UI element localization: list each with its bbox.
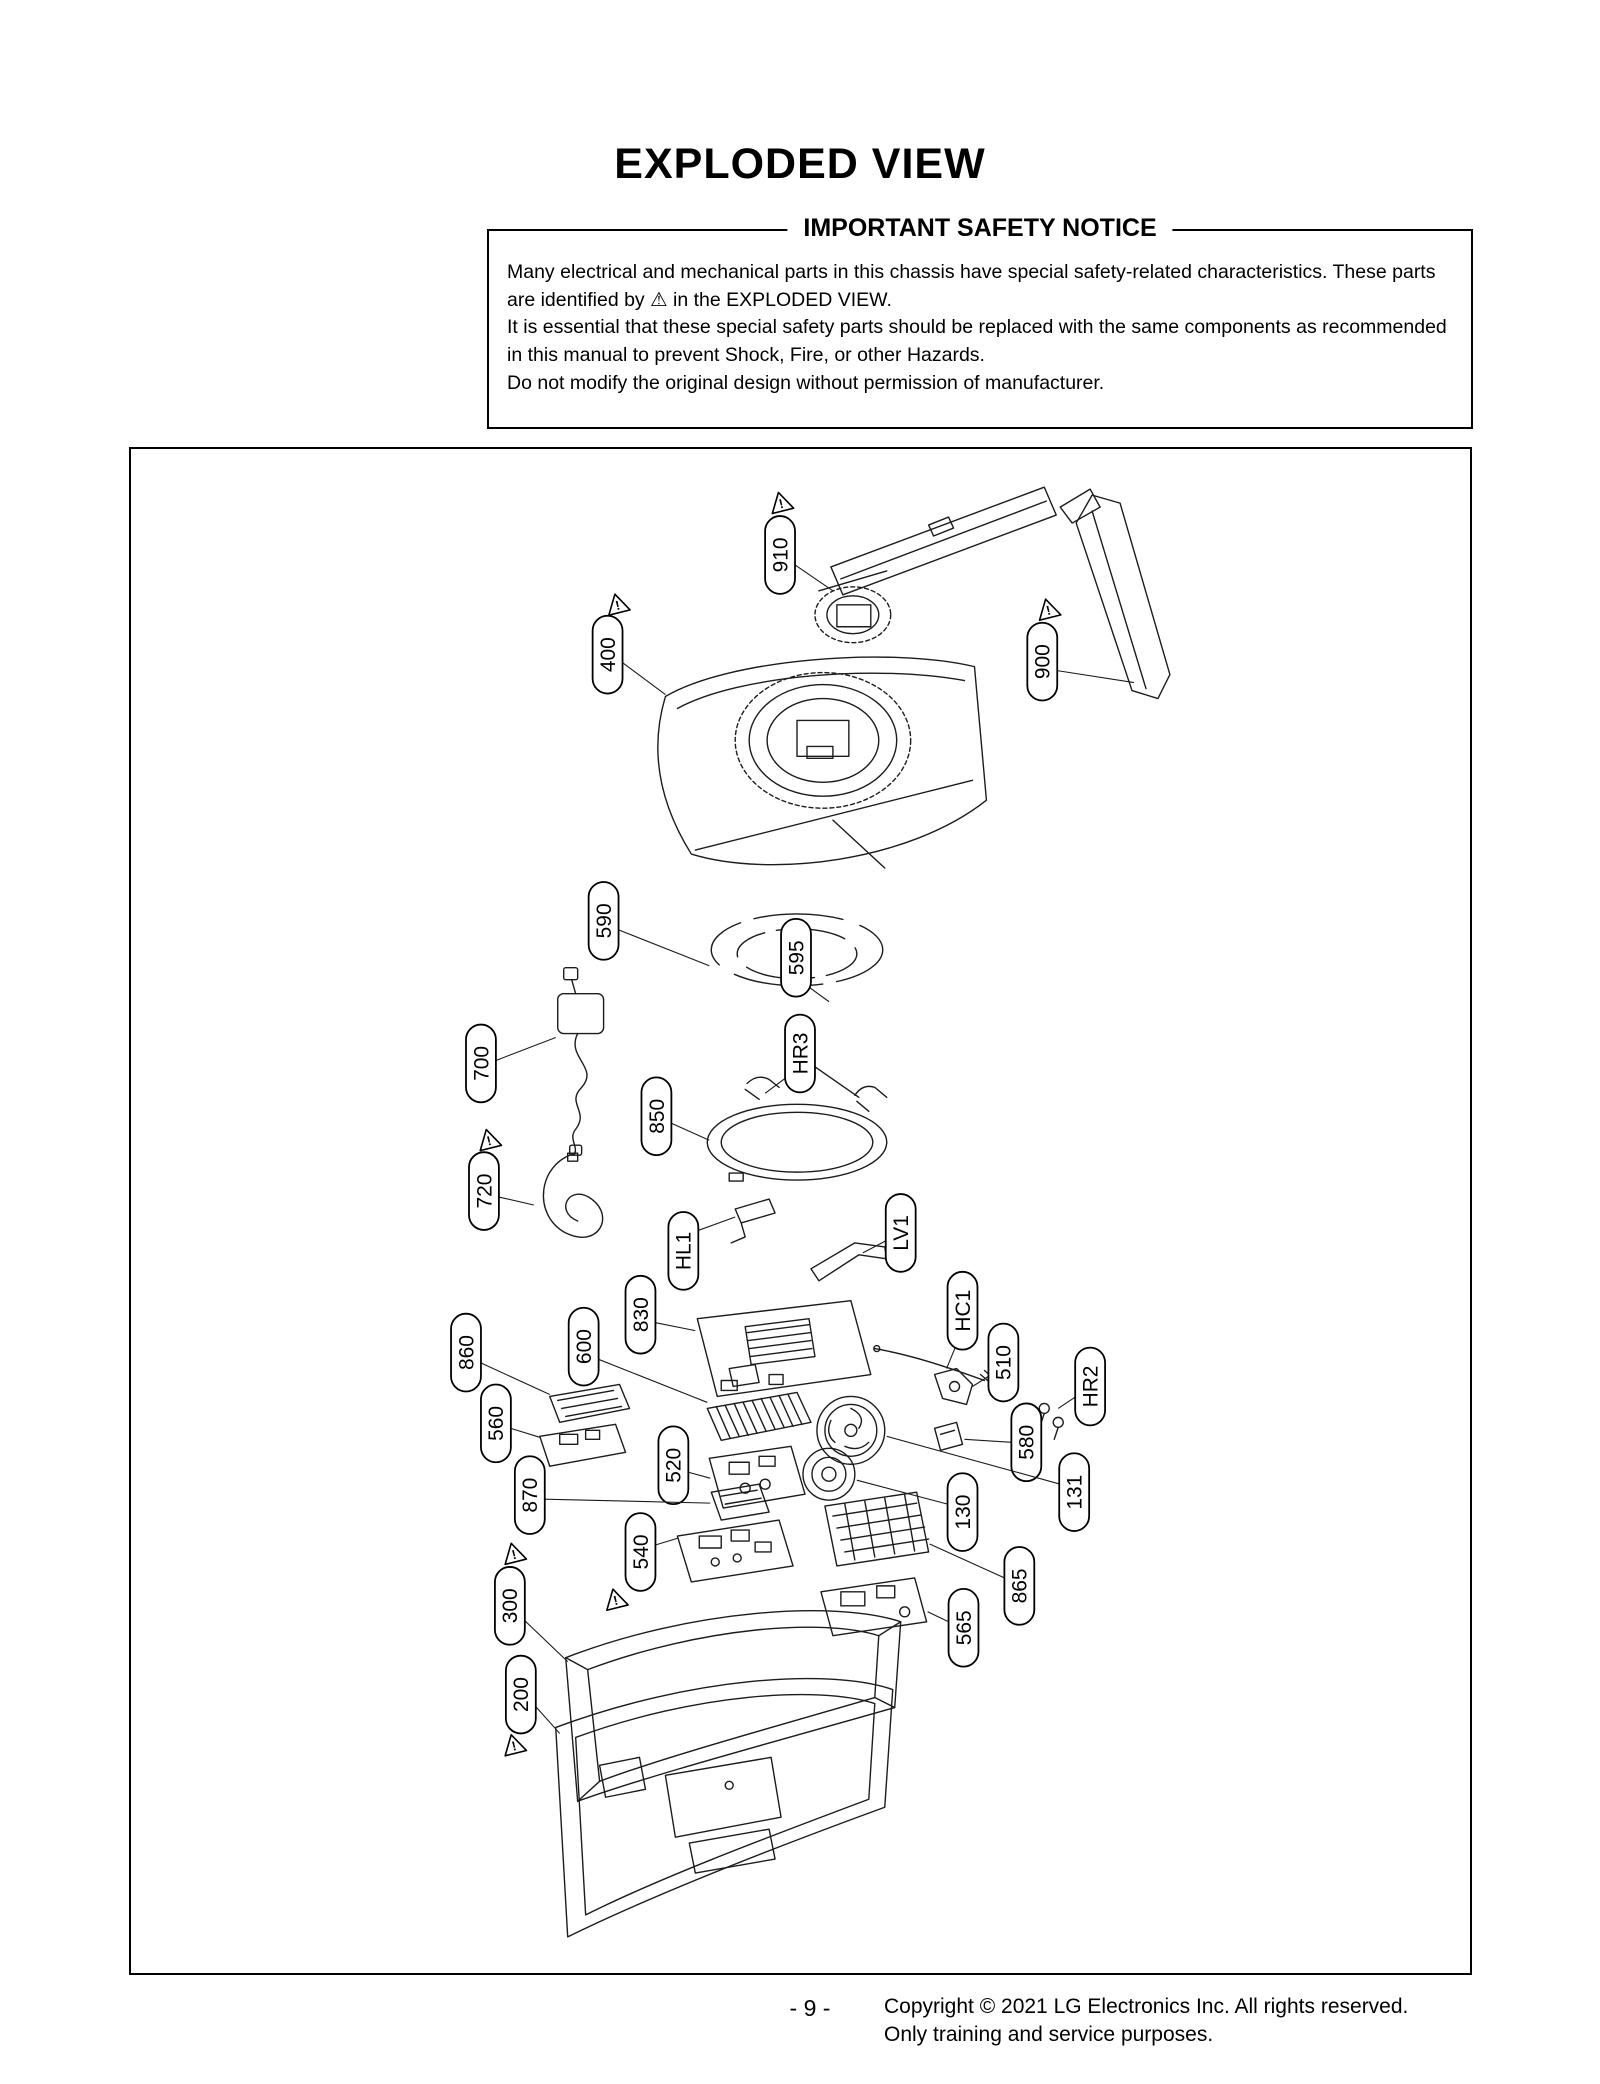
- leader-line: [597, 1359, 708, 1403]
- safety-notice-paragraph: Do not modify the original design without permission of manufacturer.: [507, 371, 1105, 394]
- part-label-520: [658, 1426, 710, 1504]
- label-text: HR3: [789, 1032, 813, 1075]
- label-text: 580: [1015, 1424, 1039, 1460]
- part-label-910: [765, 490, 833, 594]
- exploded-view-diagram: [131, 449, 1470, 1973]
- part-hc1-harness: [874, 1346, 997, 1385]
- label-text: 510: [992, 1345, 1016, 1381]
- warning-triangle-icon: [1035, 597, 1061, 621]
- label-text: 850: [645, 1098, 669, 1134]
- warning-triangle-icon: [602, 1587, 628, 1611]
- label-text: 830: [629, 1297, 653, 1333]
- part-lv1-bracket: [811, 1243, 887, 1281]
- part-stand-bracket: [815, 487, 1056, 643]
- leader-line: [496, 1038, 556, 1061]
- diagram-artwork: [540, 487, 1170, 1937]
- label-text: 540: [629, 1534, 653, 1570]
- safety-notice-box: [487, 214, 1473, 429]
- part-label-131: [887, 1436, 1089, 1531]
- leader-line: [545, 1499, 711, 1503]
- label-text: 600: [572, 1329, 596, 1365]
- part-board-565: [821, 1578, 927, 1636]
- label-text: 865: [1008, 1568, 1032, 1604]
- part-label-720: [469, 1127, 534, 1230]
- label-text: 131: [1063, 1474, 1087, 1510]
- leader-line: [655, 1323, 695, 1331]
- svg-text:!: !: [611, 1592, 620, 1609]
- part-board-560: [540, 1424, 626, 1466]
- label-text: 910: [769, 537, 793, 573]
- leader-line: [535, 1706, 560, 1734]
- label-text: HL1: [672, 1231, 696, 1271]
- safety-notice-paragraph: Many electrical and mechanical parts in this chassis have special safety-related characteristics. These parts are identified by ⚠ in the EXPLODED VIEW.: [507, 261, 1436, 311]
- part-front-module: [556, 1679, 893, 1937]
- part-label-LV1: [863, 1194, 916, 1272]
- part-board-860: [550, 1384, 630, 1422]
- part-main-board: [697, 1301, 870, 1397]
- leader-line: [688, 1472, 710, 1478]
- label-text: 130: [951, 1494, 975, 1530]
- page-title: EXPLODED VIEW: [614, 140, 986, 188]
- label-text: 900: [1031, 644, 1055, 680]
- leader-line: [671, 1123, 709, 1140]
- copyright-line: Only training and service purposes.: [884, 2023, 1214, 2047]
- part-label-700: [466, 1025, 556, 1103]
- part-hl1-cable: [731, 1199, 775, 1243]
- label-text: 700: [470, 1045, 494, 1081]
- leader-line: [1057, 671, 1134, 683]
- leader-line: [965, 1439, 1012, 1442]
- part-middle-cabinet: [566, 1611, 901, 1802]
- warning-triangle-icon: [501, 1541, 527, 1565]
- part-label-300: [495, 1541, 568, 1662]
- label-text: 200: [510, 1677, 534, 1713]
- label-text: 590: [592, 903, 616, 939]
- leader-line: [623, 663, 666, 695]
- part-label-590: [589, 882, 710, 966]
- svg-text:!: !: [777, 495, 786, 512]
- page-number: - 9 -: [789, 1995, 831, 2021]
- part-back-cover: [658, 657, 987, 868]
- part-block-580: [935, 1422, 963, 1450]
- label-text: 720: [473, 1173, 497, 1209]
- part-label-860: [451, 1314, 550, 1395]
- warning-triangle-icon: [476, 1127, 502, 1151]
- copyright-line: Copyright © 2021 LG Electronics Inc. All rights reserved.: [884, 1995, 1409, 2018]
- leader-line: [499, 1197, 534, 1205]
- part-label-200: [501, 1656, 560, 1756]
- label-text: HR2: [1079, 1365, 1103, 1408]
- part-label-130: [857, 1473, 978, 1551]
- label-text: 300: [499, 1588, 523, 1624]
- safety-notice-title: IMPORTANT SAFETY NOTICE: [787, 214, 1172, 243]
- leader-line: [655, 1538, 678, 1545]
- part-stand-base: [1060, 489, 1170, 698]
- leader-line: [857, 1480, 948, 1504]
- leader-line: [524, 1620, 568, 1662]
- part-label-400: [593, 592, 666, 695]
- leader-line: [619, 930, 710, 966]
- warning-triangle-icon: [501, 1732, 527, 1756]
- exploded-view-frame: [129, 447, 1472, 1975]
- leader-line: [795, 565, 833, 591]
- label-text: 565: [952, 1610, 976, 1646]
- part-shield-board: [825, 1492, 929, 1566]
- part-heatsink: [707, 1392, 811, 1440]
- leader-line: [1058, 1396, 1076, 1408]
- part-label-850: [641, 1077, 709, 1155]
- part-power-adapter: [558, 968, 604, 1161]
- part-gasket-ring: [707, 1104, 886, 1181]
- part-label-HL1: [668, 1212, 735, 1290]
- part-label-HR2: [1058, 1348, 1105, 1426]
- svg-text:!: !: [613, 597, 622, 614]
- label-text: 520: [662, 1447, 686, 1483]
- leader-line: [511, 1428, 540, 1437]
- part-label-540: [602, 1513, 678, 1610]
- part-label-580: [965, 1403, 1042, 1481]
- part-label-865: [930, 1544, 1035, 1625]
- label-text: HC1: [951, 1289, 975, 1332]
- label-text: 400: [596, 637, 620, 673]
- warning-triangle-icon: [768, 490, 794, 514]
- part-fan: [817, 1396, 885, 1464]
- part-label-510: [972, 1324, 1018, 1402]
- part-cable: [543, 1145, 602, 1237]
- part-hr2-screws: [1039, 1403, 1063, 1439]
- copyright-text: [884, 1993, 1408, 2050]
- leader-line: [928, 1612, 949, 1622]
- label-text: 860: [455, 1335, 479, 1371]
- label-text: 595: [785, 940, 809, 976]
- svg-text:!: !: [485, 1132, 493, 1149]
- svg-text:!: !: [510, 1546, 518, 1563]
- part-label-560: [481, 1384, 540, 1462]
- part-label-HC1: [947, 1272, 978, 1369]
- safety-notice-paragraph: It is essential that these special safety parts should be replaced with the same components as recommended in this manual to prevent Shock, Fire, or other Hazards.: [507, 316, 1447, 367]
- svg-text:!: !: [510, 1738, 518, 1754]
- label-text: 870: [519, 1477, 543, 1513]
- warning-triangle-icon: [604, 592, 630, 616]
- label-text: 560: [485, 1405, 509, 1441]
- part-label-565: [928, 1589, 979, 1667]
- label-text: LV1: [890, 1215, 914, 1251]
- svg-text:!: !: [1044, 602, 1053, 619]
- part-board-540: [677, 1520, 793, 1582]
